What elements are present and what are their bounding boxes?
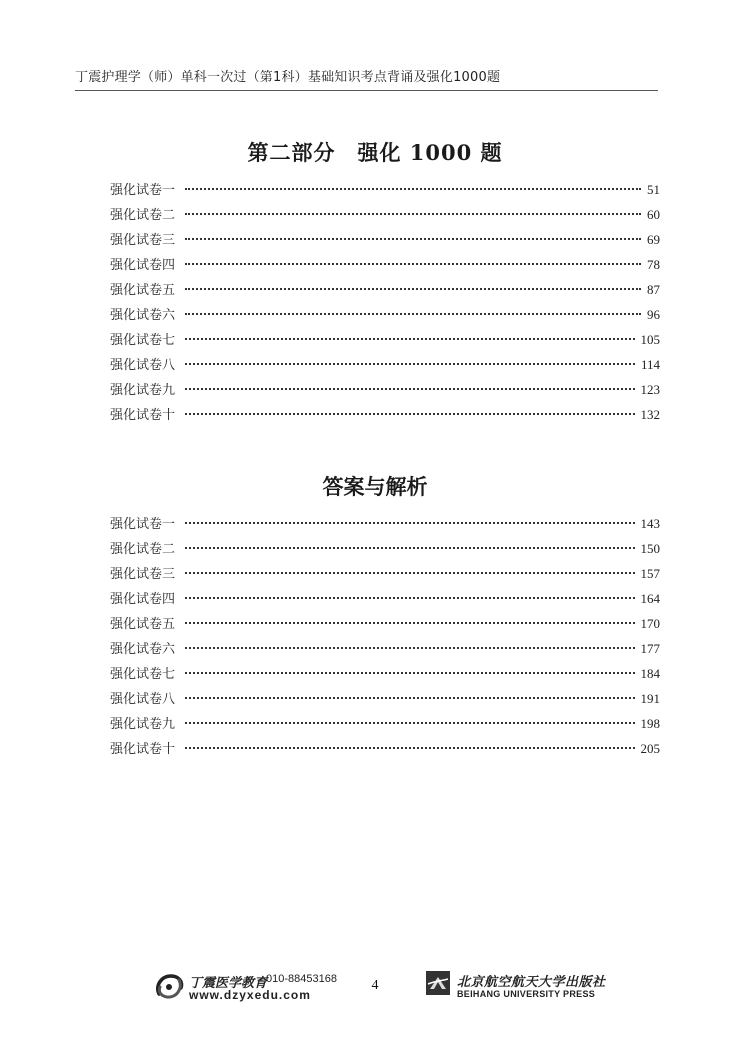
toc-entry[interactable] — [110, 661, 660, 686]
leader-dots — [185, 213, 641, 215]
toc-entry[interactable] — [110, 686, 660, 711]
press-name-en: BEIHANG UNIVERSITY PRESS — [457, 989, 596, 999]
part-two-title-part: 第二部分 — [247, 140, 336, 165]
toc-entry[interactable] — [110, 327, 660, 352]
leader-dots — [185, 263, 641, 265]
toc-entry-label: 强化试卷三 — [110, 567, 176, 582]
toc-entry-label: 强化试卷四 — [110, 592, 176, 607]
toc-entry-label: 强化试卷一 — [110, 183, 176, 198]
leader-dots — [185, 363, 635, 365]
toc-entry[interactable] — [110, 377, 660, 402]
footer-press — [425, 968, 610, 1004]
toc-entry-label: 强化试卷十 — [110, 408, 176, 423]
toc-entry-page: 51 — [647, 182, 660, 197]
toc-entry-label: 强化试卷一 — [110, 517, 176, 532]
leader-dots — [185, 413, 634, 415]
toc-entry-label: 强化试卷九 — [110, 383, 176, 398]
leader-dots — [185, 522, 634, 524]
toc-entry[interactable] — [110, 736, 660, 761]
press-name-cn: 北京航空航天大学出版社 — [457, 975, 606, 990]
toc-entry-label: 强化试卷三 — [110, 233, 176, 248]
leader-dots — [185, 338, 634, 340]
toc-entry[interactable] — [110, 711, 660, 736]
toc-entry[interactable] — [110, 252, 660, 277]
toc-entry-label: 强化试卷八 — [110, 692, 176, 707]
toc-entry[interactable] — [110, 227, 660, 252]
toc-entry-page: 69 — [647, 232, 660, 247]
toc-entry-label: 强化试卷五 — [110, 617, 176, 632]
toc-entry-page: 60 — [647, 207, 660, 222]
toc-entry-page: 198 — [640, 716, 660, 731]
toc-entry-page: 184 — [640, 666, 660, 681]
part-two-title-text: 强化 1000 题 — [357, 140, 503, 165]
toc-entry-page: 78 — [647, 257, 660, 272]
brand-website[interactable]: www.dzyxedu.com — [189, 988, 311, 1002]
brand-phone: 010-88453168 — [266, 973, 337, 985]
toc-entry[interactable] — [110, 561, 660, 586]
toc-entry-label: 强化试卷六 — [110, 642, 176, 657]
press-emblem-icon — [425, 970, 451, 996]
leader-dots — [185, 672, 634, 674]
toc-entry-page: 132 — [640, 407, 660, 422]
toc-answers — [110, 511, 660, 761]
toc-entry-label: 强化试卷九 — [110, 717, 176, 732]
toc-entry-label: 强化试卷十 — [110, 742, 176, 757]
toc-entry-page: 205 — [640, 741, 660, 756]
toc-entry-page: 164 — [640, 591, 660, 606]
toc-entry-page: 87 — [647, 282, 660, 297]
toc-entry[interactable] — [110, 402, 660, 427]
toc-entry[interactable] — [110, 636, 660, 661]
leader-dots — [185, 722, 634, 724]
leader-dots — [185, 188, 641, 190]
toc-entry-page: 96 — [647, 307, 660, 322]
leader-dots — [185, 697, 634, 699]
toc-entry-page: 123 — [640, 382, 660, 397]
toc-entry[interactable] — [110, 202, 660, 227]
toc-entry-page: 157 — [640, 566, 660, 581]
leader-dots — [185, 597, 634, 599]
brand-name: 丁震医学教育 — [189, 976, 268, 991]
toc-entry-page: 150 — [640, 541, 660, 556]
toc-entry-label: 强化试卷七 — [110, 667, 176, 682]
leader-dots — [185, 388, 634, 390]
toc-entry[interactable] — [110, 586, 660, 611]
toc-entry-label: 强化试卷六 — [110, 308, 176, 323]
answers-title: 答案与解析 — [322, 474, 428, 499]
toc-entry-label: 强化试卷四 — [110, 258, 176, 273]
leader-dots — [185, 313, 641, 315]
toc-entry[interactable] — [110, 277, 660, 302]
toc-entry-page: 105 — [640, 332, 660, 347]
page-number: 4 — [371, 978, 379, 993]
toc-entry[interactable] — [110, 302, 660, 327]
toc-entry-page: 143 — [640, 516, 660, 531]
toc-entry-page: 177 — [640, 641, 660, 656]
toc-entry-page: 191 — [640, 691, 660, 706]
leader-dots — [185, 622, 634, 624]
toc-entry-page: 114 — [640, 357, 660, 372]
part-two-title — [0, 137, 750, 167]
toc-entry[interactable] — [110, 611, 660, 636]
leader-dots — [185, 747, 634, 749]
leader-dots — [185, 647, 634, 649]
toc-entry[interactable] — [110, 352, 660, 377]
toc-entry-label: 强化试卷二 — [110, 208, 176, 223]
toc-entry[interactable] — [110, 177, 660, 202]
toc-part-two — [110, 177, 660, 427]
toc-entry-page: 170 — [640, 616, 660, 631]
toc-entry-label: 强化试卷七 — [110, 333, 176, 348]
leader-dots — [185, 572, 634, 574]
running-head: 丁震护理学（师）单科一次过（第1科）基础知识考点背诵及强化1000题 — [75, 70, 501, 85]
toc-entry-label: 强化试卷八 — [110, 358, 176, 373]
toc-entry[interactable] — [110, 536, 660, 561]
leader-dots — [185, 288, 641, 290]
toc-entry[interactable] — [110, 511, 660, 536]
leader-dots — [185, 238, 641, 240]
toc-entry-label: 强化试卷五 — [110, 283, 176, 298]
leader-dots — [185, 547, 634, 549]
header-rule — [75, 90, 658, 91]
toc-entry-label: 强化试卷二 — [110, 542, 176, 557]
